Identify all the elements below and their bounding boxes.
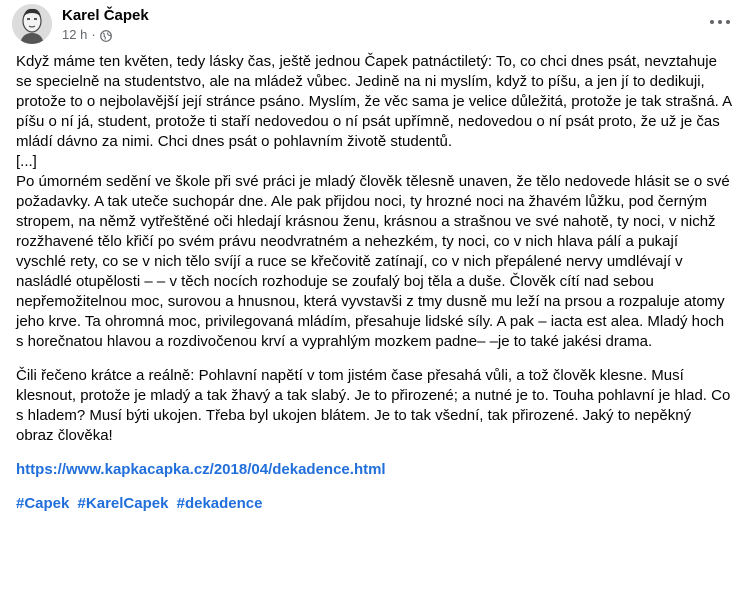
author-avatar[interactable]	[12, 4, 52, 44]
post-paragraph-1: Když máme ten květen, tedy lásky čas, ještě jednou Čapek patnáctiletý: To, co chci dnes psát, nevztahuje se specielně na studentstvo, ale na mládež vůbec. Jedině na ni myslím, když to píšu, a jen jí to dedikuji, protože to o nejbolavější její stránce psáno. Myslím, že věc sama je velice důležitá, protože je tak strašná. A píšu o ní já, student, protože ti staří nedovedou o ní psát upřímně, nedovedou o ní psát proto, že už je čas mládí dávno za nimi. Chci dnes psát o pohlavním životě studentů.	[16, 53, 732, 150]
post-paragraph-3: Čili řečeno krátce a reálně: Pohlavní napětí v tom jistém čase přesahá vůli, a tož člověk klesne. Musí klesnout, protože je mladý a tak žhavý a tak slabý. Je to přirozené; a nutné je to. Touha pohlavní je hlad. Co s hladem? Musí býti ukojen. Třeba byl ukojen blátem. Je to tak všední, tak přirozené. Jaký to nepěkný obraz člověka!	[16, 367, 731, 444]
hashtag-capek[interactable]: #Capek	[16, 495, 70, 512]
author-name[interactable]: Karel Čapek	[62, 7, 149, 24]
post-header	[12, 4, 149, 48]
post-ellipsis: [...]	[16, 153, 37, 170]
hashtag-dekadence[interactable]: #dekadence	[176, 495, 263, 512]
more-options-icon[interactable]	[702, 8, 738, 36]
globe-icon	[100, 29, 112, 41]
post-body	[16, 52, 732, 514]
article-link[interactable]: https://www.kapkacapka.cz/2018/04/dekadence.html	[16, 461, 386, 478]
post-paragraph-2: Po úmorném sedění ve škole při své práci je mladý člověk tělesně unaven, že tělo nedovede hlásit se o své požadavky. A tak uteče suchopár dne. Ale pak přijdou noci, ty hrozné noci na žhavém lůžku, pod černým stropem, na němž vytřeštěné oči hledají krásnou ženu, krásnou a strašnou ve své nahotě, ty noci, v nichž rozžhavené tělo křičí po svém právu neodvratném a nehezkém, ty noci, co v nich hlava pálí a pukají vyschlé rety, co se v nich tělo svíjí a ruce se křečovitě zatínají, co v nich přepálené nervy umdlévají v nasládlé otupělosti – – v těch nocích rozhoduje se zoufalý boj těla a duše. Člověk cítí nad sebou nepřemožitelnou moc, surovou a hnusnou, která vyvstavši z tmy dusně mu leží na prsou a rozpaluje atomy jeho krve. Ta ohromná moc, privilegovaná mládím, přesahuje lidské síly. A pak – iacta est alea. Mladý hoch s horečnatou hlavou a rozdivočenou krví a vyprahlým mozkem padne– –je to také jakési drama.	[16, 173, 730, 350]
post-timestamp[interactable]: 12 h	[62, 27, 88, 42]
separator-dot: ·	[91, 27, 96, 42]
hashtag-karelcapek[interactable]: #KarelCapek	[77, 495, 169, 512]
hashtags	[16, 494, 732, 514]
